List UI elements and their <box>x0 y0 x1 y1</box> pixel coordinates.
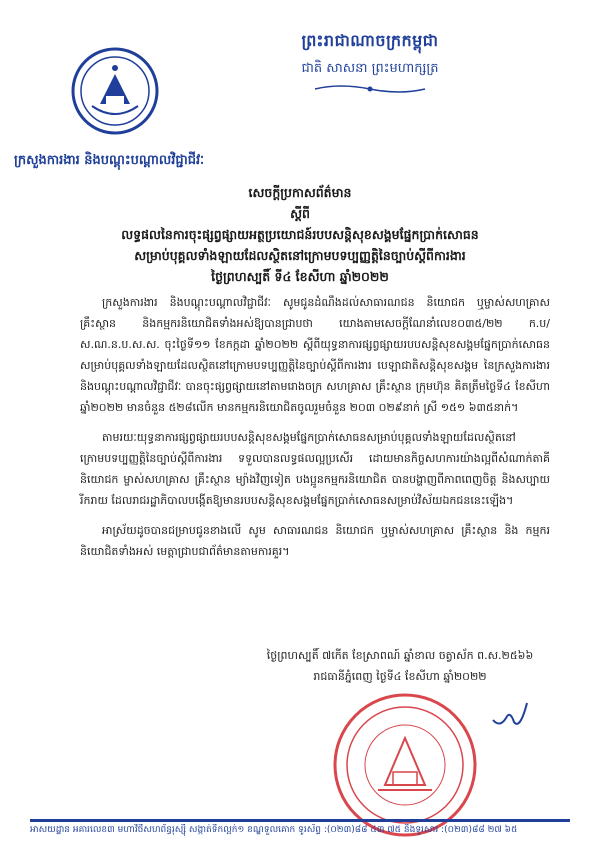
heading-line-4: សម្រាប់បុគ្គលទាំងឡាយដែលស្ថិតនៅក្រោមបទប្បញ្ញត្តិនៃច្បាប់ស្តីពីការងារ <box>134 248 466 263</box>
date-block <box>240 645 560 687</box>
body-paragraph-1: ក្រសួងការងារ និងបណ្តុះបណ្តាលវិជ្ជាជីវៈ សូមជូនដំណឹងដល់សាធារណជន និយោជក ឬម្ចាស់សហគ្រាស គ្រឹះស្ថាន និងកម្មករនិយោជិតទាំងអស់ឱ្យបានជ្រាបថា យោងតាមសេចក្តីណែនាំលេខ០៣៥/២២ ក.ប/ស.ណ.ន.ប.ស.ស. ចុះថ្ងៃទី១១ ខែកក្កដា ឆ្នាំ២០២២ ស្តីពីយុទ្ធនាការផ្សព្វផ្សាយរបបសន្តិសុខសង្គមផ្នែកប្រាក់សោធនសម្រាប់បុគ្គលទាំងឡាយដែលស្ថិតនៅក្រោមបទប្បញ្ញត្តិនៃច្បាប់ស្តីពីការងារ បេឡាជាតិសន្តិសុខសង្គម នៃក្រសួងការងារ និងបណ្តុះបណ្តាលវិជ្ជាជីវៈ បានចុះផ្សព្វផ្សាយនៅតាមរោងចក្រ សហគ្រាស គ្រឹះស្ថាន ក្រុមហ៊ុន គិតត្រឹមថ្ងៃទី៤ ខែសីហា ឆ្នាំ២០២២ មានចំនួន ៥២៨លើក មានកម្មករនិយោជិតចូលរួមចំនួន ២០៣ ០២៩នាក់ ស្រី ១៥១ ៦៣៥នាក់។ <box>80 296 550 414</box>
ornament-divider-icon <box>310 83 430 95</box>
ministry-name: ក្រសួងការងារ និងបណ្តុះបណ្តាលវិជ្ជាជីវៈ <box>14 153 205 168</box>
official-red-seal-icon <box>330 690 480 840</box>
heading-line-5: ថ្ងៃព្រហស្បតិ៍ ទី៤ ខែសីហា ឆ្នាំ២០២២ <box>211 269 389 284</box>
body-paragraph-3: អាស្រ័យដូចបានជម្រាបជូនខាងលើ សូម សាធារណជន និយោជក ឬម្ចាស់សហគ្រាស គ្រឹះស្ថាន និង កម្មករនិយោជិតទាំងអស់ មេត្តាជ្រាបជាព័ត៌មានតាមការគួរ។ <box>80 524 550 558</box>
footer-divider <box>30 819 570 822</box>
kingdom-title: ព្រះរាជាណាចក្រកម្ពុជា <box>301 31 439 50</box>
body-paragraph-2: តាមរយៈយុទ្ធនាការផ្សព្វផ្សាយរបបសន្តិសុខសង្គមផ្នែកប្រាក់សោធនសម្រាប់បុគ្គលទាំងឡាយដែលស្ថិតនៅក្រោមបទប្បញ្ញត្តិនៃច្បាប់ស្តីពីការងារ ទទួលបានលទ្ធផលល្អប្រសើរ ដោយមានកិច្ចសហការយ៉ាងល្អពីសំណាក់តាគីនិយោជក ម្ចាស់សហគ្រាស គ្រឹះស្ថាន ម្យ៉ាងវិញទៀត បងប្អូនកម្មករនិយោជិត បានបង្ហាញពីភាពពេញចិត្ត និងសប្បាយរីករាយ ដែលរាជរដ្ឋាភិបាលបង្កើតឱ្យមានរបបសន្តិសុខសង្គមផ្នែកប្រាក់សោធនសម្រាប់វិស័យឯកជននេះឡើង។ <box>80 431 550 507</box>
solar-date: រាជធានីភ្នំពេញ ថ្ងៃទី៤ ខែសីហា ឆ្នាំ២០២២ <box>313 670 487 683</box>
announcement-heading <box>40 182 560 287</box>
announcement-body <box>80 292 550 571</box>
heading-line-1: សេចក្តីប្រកាសព័ត៌មាន <box>248 185 352 200</box>
ministry-emblem-icon <box>70 46 160 136</box>
heading-line-3: លទ្ធផលនៃការចុះផ្សព្វផ្សាយអត្ថប្រយោជន៍របបសន្តិសុខសង្គមផ្នែកប្រាក់សោធន <box>121 227 479 242</box>
signature-icon <box>490 700 530 730</box>
heading-line-2: ស្តីពី <box>290 206 310 221</box>
national-motto: ជាតិ សាសនា ព្រះមហាក្សត្រ <box>301 61 439 76</box>
footer-address: អាសយដ្ឋាន អគារលេខ៣ មហាវិថីសហព័ន្ធរុស្ស៊ី សង្កាត់ទឹកល្អក់១ ខណ្ឌទួលគោក ទូរស័ព្ទ :(០២៣)៨៨ ៤៣ ៧៥ និងទូរសារ :(០២៣)៨៨ ២៧ ៦៥ <box>30 825 518 835</box>
lunar-date: ថ្ងៃព្រហស្បតិ៍ ៧កើត ខែស្រាពណ៍ ឆ្នាំខាល ចត្វាស័ក ព.ស.២៥៦៦ <box>266 649 534 662</box>
